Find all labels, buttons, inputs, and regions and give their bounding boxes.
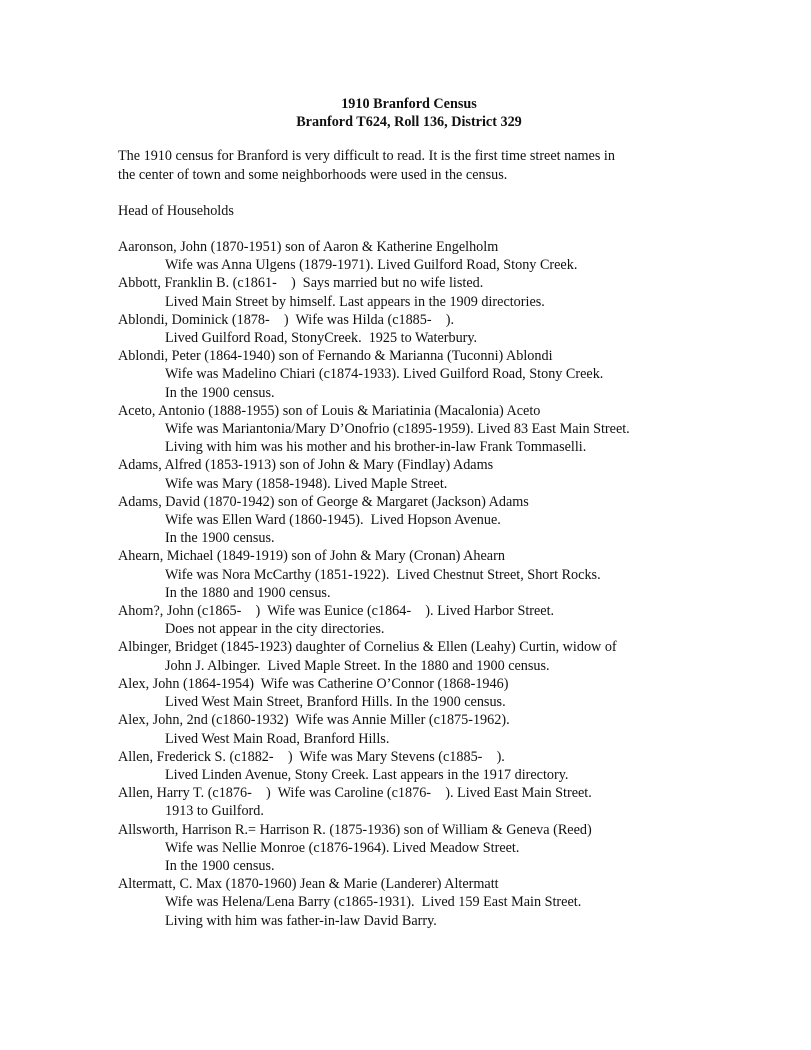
household-detail-line: In the 1900 census. bbox=[165, 857, 275, 874]
household-detail-line: Lived West Main Road, Branford Hills. bbox=[165, 730, 390, 747]
intro-paragraph bbox=[118, 147, 698, 183]
household-entry bbox=[118, 547, 698, 602]
household-head-line: Alex, John (1864-1954) Wife was Catherine O’Connor (1868-1946) bbox=[118, 675, 509, 692]
household-head-line: Aaronson, John (1870-1951) son of Aaron & Katherine Engelholm bbox=[118, 239, 499, 256]
household-entry bbox=[118, 675, 698, 711]
household-detail-line: Wife was Anna Ulgens (1879-1971). Lived Guilford Road, Stony Creek. bbox=[165, 257, 578, 274]
household-head-line: Alex, John, 2nd (c1860-1932) Wife was Annie Miller (c1875-1962). bbox=[118, 712, 510, 729]
household-entry bbox=[118, 347, 698, 402]
household-head-line: Albinger, Bridget (1845-1923) daughter of Cornelius & Ellen (Leahy) Curtin, widow of bbox=[118, 639, 617, 656]
household-detail-line: In the 1880 and 1900 census. bbox=[165, 584, 331, 601]
household-entry bbox=[118, 493, 698, 548]
household-detail-line: Lived Guilford Road, StonyCreek. 1925 to Waterbury. bbox=[165, 330, 478, 347]
household-head-line: Adams, David (1870-1942) son of George & Margaret (Jackson) Adams bbox=[118, 493, 529, 510]
household-entry bbox=[118, 402, 698, 457]
document-page bbox=[118, 95, 698, 930]
title-line-1: 1910 Branford Census bbox=[341, 96, 477, 112]
household-detail-line: Wife was Ellen Ward (1860-1945). Lived Hopson Avenue. bbox=[165, 512, 501, 529]
household-entry bbox=[118, 875, 698, 930]
household-detail-line: Wife was Helena/Lena Barry (c1865-1931). Lived 159 East Main Street. bbox=[165, 894, 582, 911]
household-detail-line: Lived West Main Street, Branford Hills. In the 1900 census. bbox=[165, 694, 506, 711]
household-detail-line: 1913 to Guilford. bbox=[165, 803, 264, 820]
household-head-line: Allsworth, Harrison R.= Harrison R. (1875-1936) son of William & Geneva (Reed) bbox=[118, 821, 592, 838]
household-detail-line: In the 1900 census. bbox=[165, 530, 275, 547]
section-heading: Head of Households bbox=[118, 202, 234, 219]
household-entry bbox=[118, 274, 698, 310]
household-head-line: Ahearn, Michael (1849-1919) son of John & Mary (Cronan) Ahearn bbox=[118, 548, 505, 565]
household-entry bbox=[118, 238, 698, 274]
household-head-line: Adams, Alfred (1853-1913) son of John & Mary (Findlay) Adams bbox=[118, 457, 494, 474]
household-detail-line: Wife was Mary (1858-1948). Lived Maple Street. bbox=[165, 475, 448, 492]
household-head-line: Allen, Harry T. (c1876- ) Wife was Caroline (c1876- ). Lived East Main Street. bbox=[118, 785, 592, 802]
household-head-line: Aceto, Antonio (1888-1955) son of Louis & Mariatinia (Macalonia) Aceto bbox=[118, 402, 541, 419]
document-title bbox=[120, 95, 698, 131]
household-detail-line: Living with him was his mother and his brother-in-law Frank Tommaselli. bbox=[165, 439, 587, 456]
household-head-line: Abbott, Franklin B. (c1861- ) Says married but no wife listed. bbox=[118, 275, 484, 292]
household-detail-line: John J. Albinger. Lived Maple Street. In the 1880 and 1900 census. bbox=[165, 657, 550, 674]
household-detail-line: Living with him was father-in-law David Barry. bbox=[165, 912, 437, 929]
household-head-line: Ahom?, John (c1865- ) Wife was Eunice (c1864- ). Lived Harbor Street. bbox=[118, 603, 555, 620]
household-entry bbox=[118, 784, 698, 820]
household-detail-line: Lived Linden Avenue, Stony Creek. Last appears in the 1917 directory. bbox=[165, 766, 569, 783]
household-head-line: Ablondi, Peter (1864-1940) son of Fernando & Marianna (Tuconni) Ablondi bbox=[118, 348, 553, 365]
household-entry bbox=[118, 456, 698, 492]
intro-line-1: The 1910 census for Branford is very difficult to read. It is the first time street names in bbox=[118, 148, 615, 165]
household-entry bbox=[118, 821, 698, 876]
household-list bbox=[118, 238, 698, 930]
household-detail-line: Lived Main Street by himself. Last appears in the 1909 directories. bbox=[165, 293, 545, 310]
household-detail-line: In the 1900 census. bbox=[165, 384, 275, 401]
household-head-line: Altermatt, C. Max (1870-1960) Jean & Marie (Landerer) Altermatt bbox=[118, 876, 499, 893]
household-entry bbox=[118, 311, 698, 347]
household-detail-line: Wife was Nellie Monroe (c1876-1964). Lived Meadow Street. bbox=[165, 839, 520, 856]
intro-line-2: the center of town and some neighborhoods were used in the census. bbox=[118, 166, 508, 183]
household-detail-line: Wife was Nora McCarthy (1851-1922). Lived Chestnut Street, Short Rocks. bbox=[165, 566, 601, 583]
household-entry bbox=[118, 602, 698, 638]
title-line-2: Branford T624, Roll 136, District 329 bbox=[296, 114, 522, 131]
household-entry bbox=[118, 638, 698, 674]
household-entry bbox=[118, 748, 698, 784]
household-head-line: Ablondi, Dominick (1878- ) Wife was Hilda (c1885- ). bbox=[118, 311, 455, 328]
household-detail-line: Wife was Madelino Chiari (c1874-1933). Lived Guilford Road, Stony Creek. bbox=[165, 366, 604, 383]
household-head-line: Allen, Frederick S. (c1882- ) Wife was Mary Stevens (c1885- ). bbox=[118, 748, 505, 765]
household-entry bbox=[118, 711, 698, 747]
household-detail-line: Wife was Mariantonia/Mary D’Onofrio (c1895-1959). Lived 83 East Main Street. bbox=[165, 421, 630, 438]
household-detail-line: Does not appear in the city directories. bbox=[165, 621, 385, 638]
